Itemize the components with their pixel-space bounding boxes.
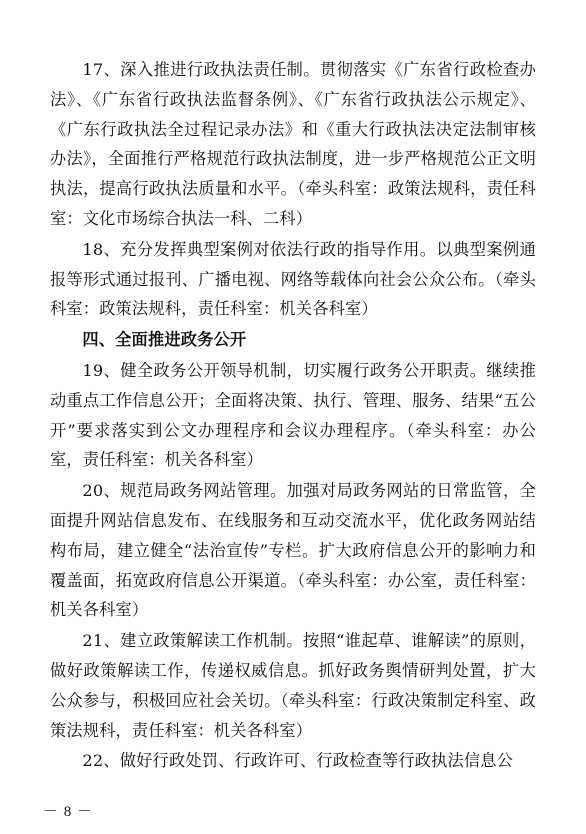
paragraph-21: 21、建立政策解读工作机制。按照“谁起草、谁解读”的原则，做好政策解读工作，传递权威信息。抓好政务舆情研判处置，扩大公众参与，积极回应社会关切。（牵头科室：行政决策制定科室、政策法规科，责任科室：机关各科室） — [50, 631, 536, 740]
paragraph-17: 17、深入推进行政执法责任制。贯彻落实《广东省行政检查办法》、《广东省行政执法监督条例》、《广东省行政执法公示规定》、《广东行政执法全过程记录办法》和《重大行政执法决定法制审核办法》，全面推行严格规范行政执法制度，进一步严格规范公正文明执法，提高行政执法质量和水平。（牵头科室：政策法规科，责任科室：文化市场综合执法一科、二科） — [50, 60, 536, 228]
section-heading-4: 四、全面推进政务公开 — [82, 330, 247, 350]
paragraph-19: 19、健全政务公开领导机制，切实履行政务公开职责。继续推动重点工作信息公开；全面将决策、执行、管理、服务、结果“五公开”要求落实到公文办理程序和会议办理程序。（牵头科室：办公室，责任科室：机关各科室） — [50, 360, 536, 470]
paragraph-20: 20、规范局政务网站管理。加强对局政务网站的日常监管，全面提升网站信息发布、在线服务和互动交流水平，优化政务网站结构布局，建立健全“法治宣传”专栏。扩大政府信息公开的影响力和覆盖面，拓宽政府信息公开渠道。（牵头科室：办公室，责任科室：机关各科室） — [50, 481, 536, 620]
page-number: － 8 － — [43, 804, 94, 820]
paragraph-22: 22、做好行政处罚、行政许可、行政检查等行政执法信息公 — [82, 751, 514, 771]
paragraph-18: 18、充分发挥典型案例对依法行政的指导作用。以典型案例通报等形式通过报刊、广播电视、网络等载体向社会公众公布。（牵头科室：政策法规科，责任科室：机关各科室） — [50, 239, 536, 319]
